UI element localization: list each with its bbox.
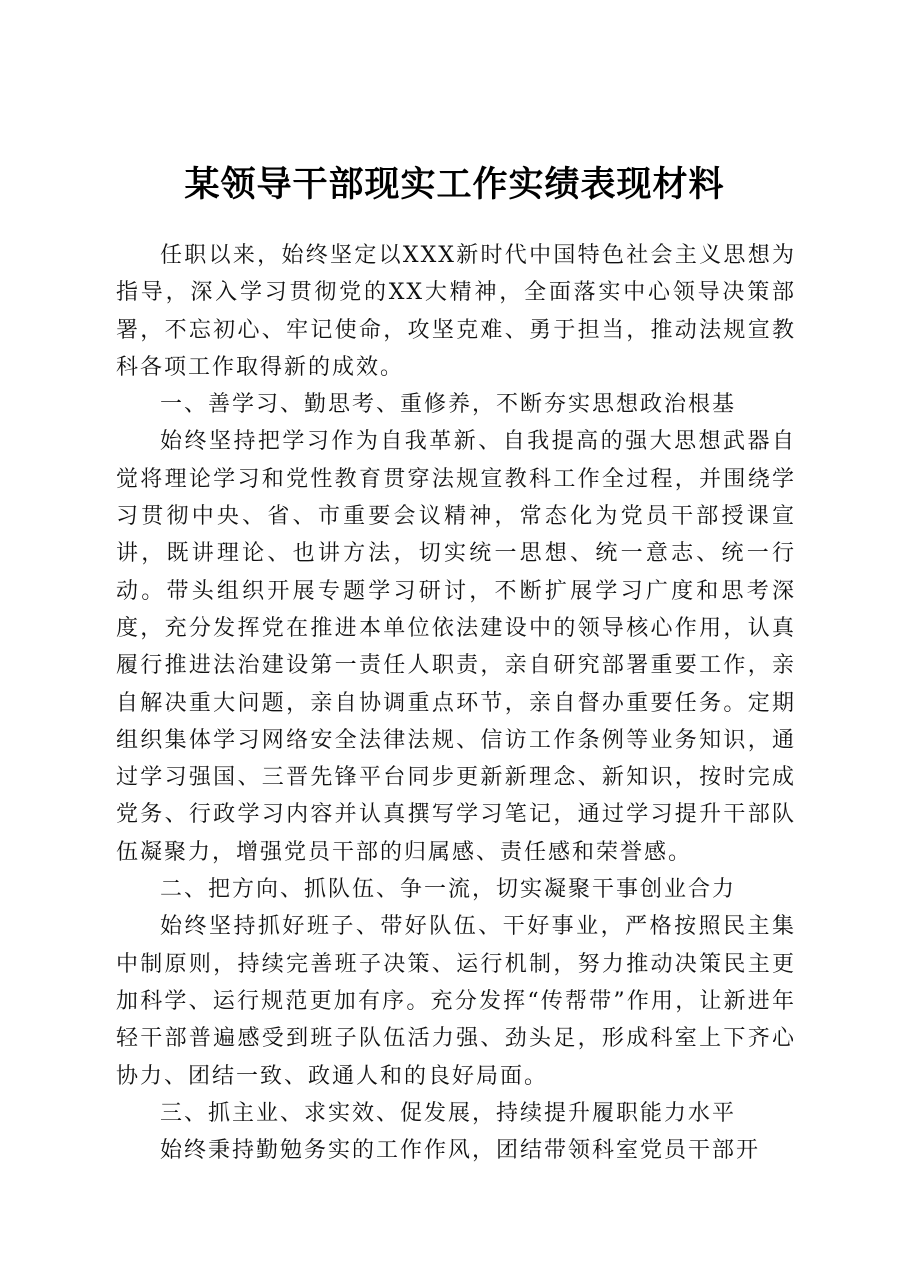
section-paragraph-1: 始终坚持把学习作为自我革新、自我提高的强大思想武器自觉将理论学习和党性教育贯穿法规宣教科工作全过程，并围绕学习贯彻中央、省、市重要会议精神，常态化为党员干部授课宣讲，既讲理论、也讲方法，切实统一思想、统一意志、统一行动。带头组织开展专题学习研讨，不断扩展学习广度和思考深度，充分发挥党在推进本单位依法建设中的领导核心作用，认真履行推进法治建设第一责任人职责，亲自研究部署重要工作，亲自解决重大问题，亲自协调重点环节，亲自督办重要任务。定期组织集体学习网络安全法律法规、信访工作条例等业务知识，通过学习强国、三晋先锋平台同步更新新理念、新知识，按时完成党务、行政学习内容并认真撰写学习笔记，通过学习提升干部队伍凝聚力，增强党员干部的归属感、责任感和荣誉感。 [116,429,796,865]
section-heading-3: 三、抓主业、求实效、促发展，持续提升履职能力水平 [160,1100,737,1126]
section-heading-2: 二、把方向、抓队伍、争一流，切实凝聚干事创业合力 [160,877,737,903]
document-body [116,237,796,1169]
section-paragraph-3: 始终秉持勤勉务实的工作作风，团结带领科室党员干部开 [160,1138,761,1164]
section-paragraph-2: 始终坚持抓好班子、带好队伍、干好事业，严格按照民主集中制原则，持续完善班子决策、运行机制，努力推动决策民主更加科学、运行规范更加有序。充分发挥“传帮带”作用，让新进年轻干部普遍感受到班子队伍活力强、劲头足，形成科室上下齐心协力、团结一致、政通人和的良好局面。 [116,914,796,1089]
section-heading-1: 一、善学习、勤思考、重修养，不断夯实思想政治根基 [160,392,737,418]
intro-paragraph: 任职以来，始终坚定以XXX新时代中国特色社会主义思想为指导，深入学习贯彻党的XX大精神，全面落实中心领导决策部署，不忘初心、牢记使命，攻坚克难、勇于担当，推动法规宣教科各项工作取得新的成效。 [116,243,796,380]
document-title: 某领导干部现实工作实绩表现材料 [184,164,725,205]
